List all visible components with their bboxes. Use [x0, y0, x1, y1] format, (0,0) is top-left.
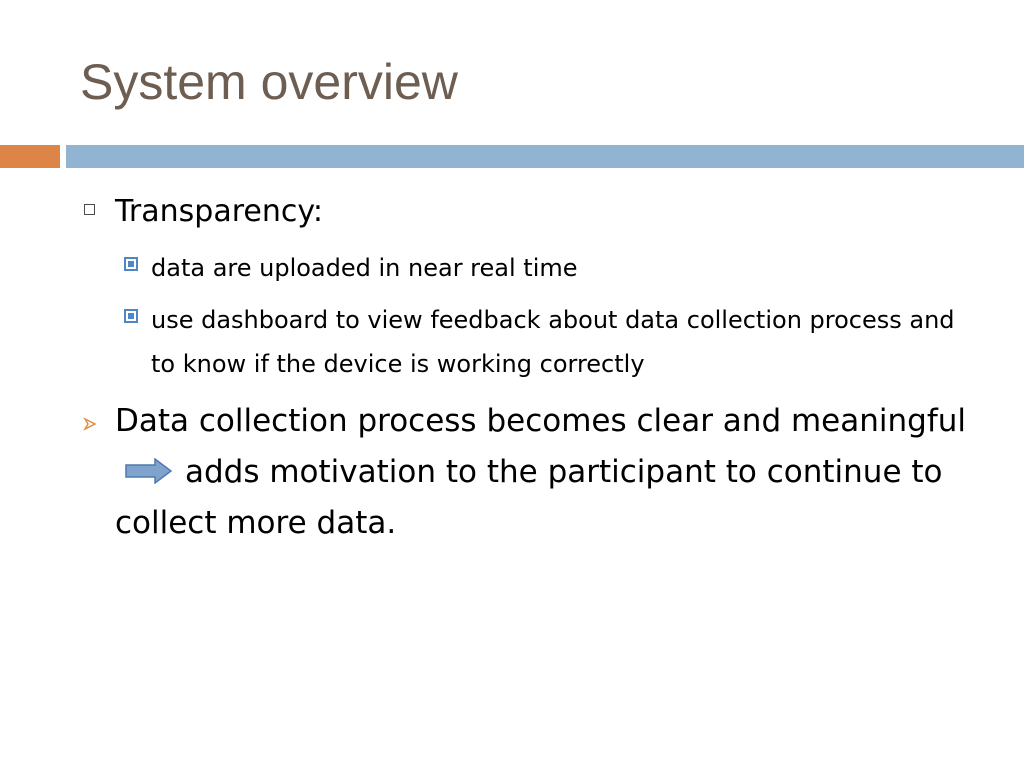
sub-bullet-text: data are uploaded in near real time: [151, 254, 578, 282]
title-divider-accent: [0, 145, 60, 168]
square-outline-bullet-icon: [84, 204, 95, 215]
sub-bullet-text: use dashboard to view feedback about data collection process and to know if the device is working correctly: [151, 306, 955, 378]
title-divider-bar: [66, 145, 1024, 168]
bullet-text: Transparency:: [115, 194, 324, 229]
right-arrow-icon: [125, 458, 173, 484]
bullet-text-before-arrow: Data collection process becomes clear and meaningful: [115, 403, 967, 439]
filled-square-bullet-icon: [124, 257, 138, 271]
bullet-text-after-arrow: adds motivation to the participant to continue to collect more data.: [115, 454, 943, 541]
slide-title: System overview: [80, 54, 458, 110]
arrowhead-bullet-icon: [82, 416, 98, 432]
bullet-text: [115, 396, 985, 549]
filled-square-bullet-icon: [124, 309, 138, 323]
